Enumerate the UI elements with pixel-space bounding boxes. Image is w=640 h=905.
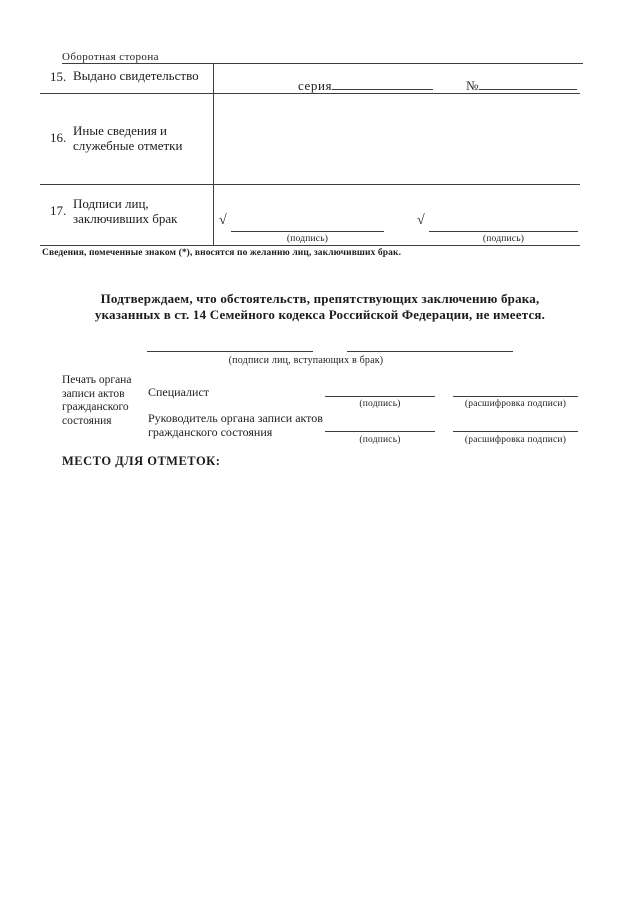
couple-signature-line-2 <box>347 351 513 352</box>
confirmation-statement <box>40 291 600 322</box>
head-signature-caption: (подпись) <box>359 435 401 445</box>
row16-number: 16. <box>50 130 67 145</box>
registry-head-label: Руководитель органа записи актов гражданского состояния <box>148 411 323 439</box>
spouse2-signature-caption: (подпись) <box>482 234 525 244</box>
registry-seal-label: Печать органа записи актов гражданского состояния <box>62 374 132 427</box>
series-label: серия <box>298 78 333 93</box>
series-input-line <box>332 76 433 90</box>
couple-signatures-caption: (подписи лиц, вступающих в брак) <box>228 355 384 366</box>
specialist-signature-caption: (подпись) <box>359 399 401 409</box>
confirmation-line1: Подтверждаем, что обстоятельств, препятствующих заключению брака, <box>100 291 540 306</box>
row16-bottom-border <box>40 184 580 185</box>
spouse2-signature-line <box>429 231 578 232</box>
spouse1-signature-line <box>231 231 384 232</box>
specialist-signature-line <box>325 396 435 397</box>
number-input-line <box>479 76 577 90</box>
row15-label: Выдано свидетельство <box>73 68 199 83</box>
table-column-divider <box>213 63 214 245</box>
signature-check-icon: √ <box>219 213 227 228</box>
specialist-transcript-caption: (расшифровка подписи) <box>464 399 567 409</box>
table-top-border <box>62 63 583 64</box>
asterisk-footnote: Сведения, помеченные знаком (*), вносятся по желанию лиц, заключивших брак. <box>42 248 402 258</box>
couple-signature-line-1 <box>147 351 313 352</box>
row17-label: Подписи лиц, заключивших брак <box>73 196 178 226</box>
specialist-label: Специалист <box>148 385 210 399</box>
head-transcript-line <box>453 431 578 432</box>
row16-label: Иные сведения и служебные отметки <box>73 123 183 153</box>
page-side-label: Оборотная сторона <box>62 51 159 63</box>
specialist-transcript-line <box>453 396 578 397</box>
signature-check-icon: √ <box>417 213 425 228</box>
spouse1-signature-caption: (подпись) <box>286 234 329 244</box>
head-signature-line <box>325 431 435 432</box>
head-transcript-caption: (расшифровка подписи) <box>464 435 567 445</box>
confirmation-line2: указанных в ст. 14 Семейного кодекса Российской Федерации, не имеется. <box>94 306 546 322</box>
row15-number: 15. <box>50 69 67 84</box>
row17-number: 17. <box>50 203 67 218</box>
certificate-number-field <box>466 76 577 94</box>
marks-section-heading: МЕСТО ДЛЯ ОТМЕТОК: <box>62 454 221 468</box>
number-sign-label: № <box>466 78 480 93</box>
certificate-series-field <box>298 76 433 94</box>
table-bottom-border <box>40 245 580 246</box>
